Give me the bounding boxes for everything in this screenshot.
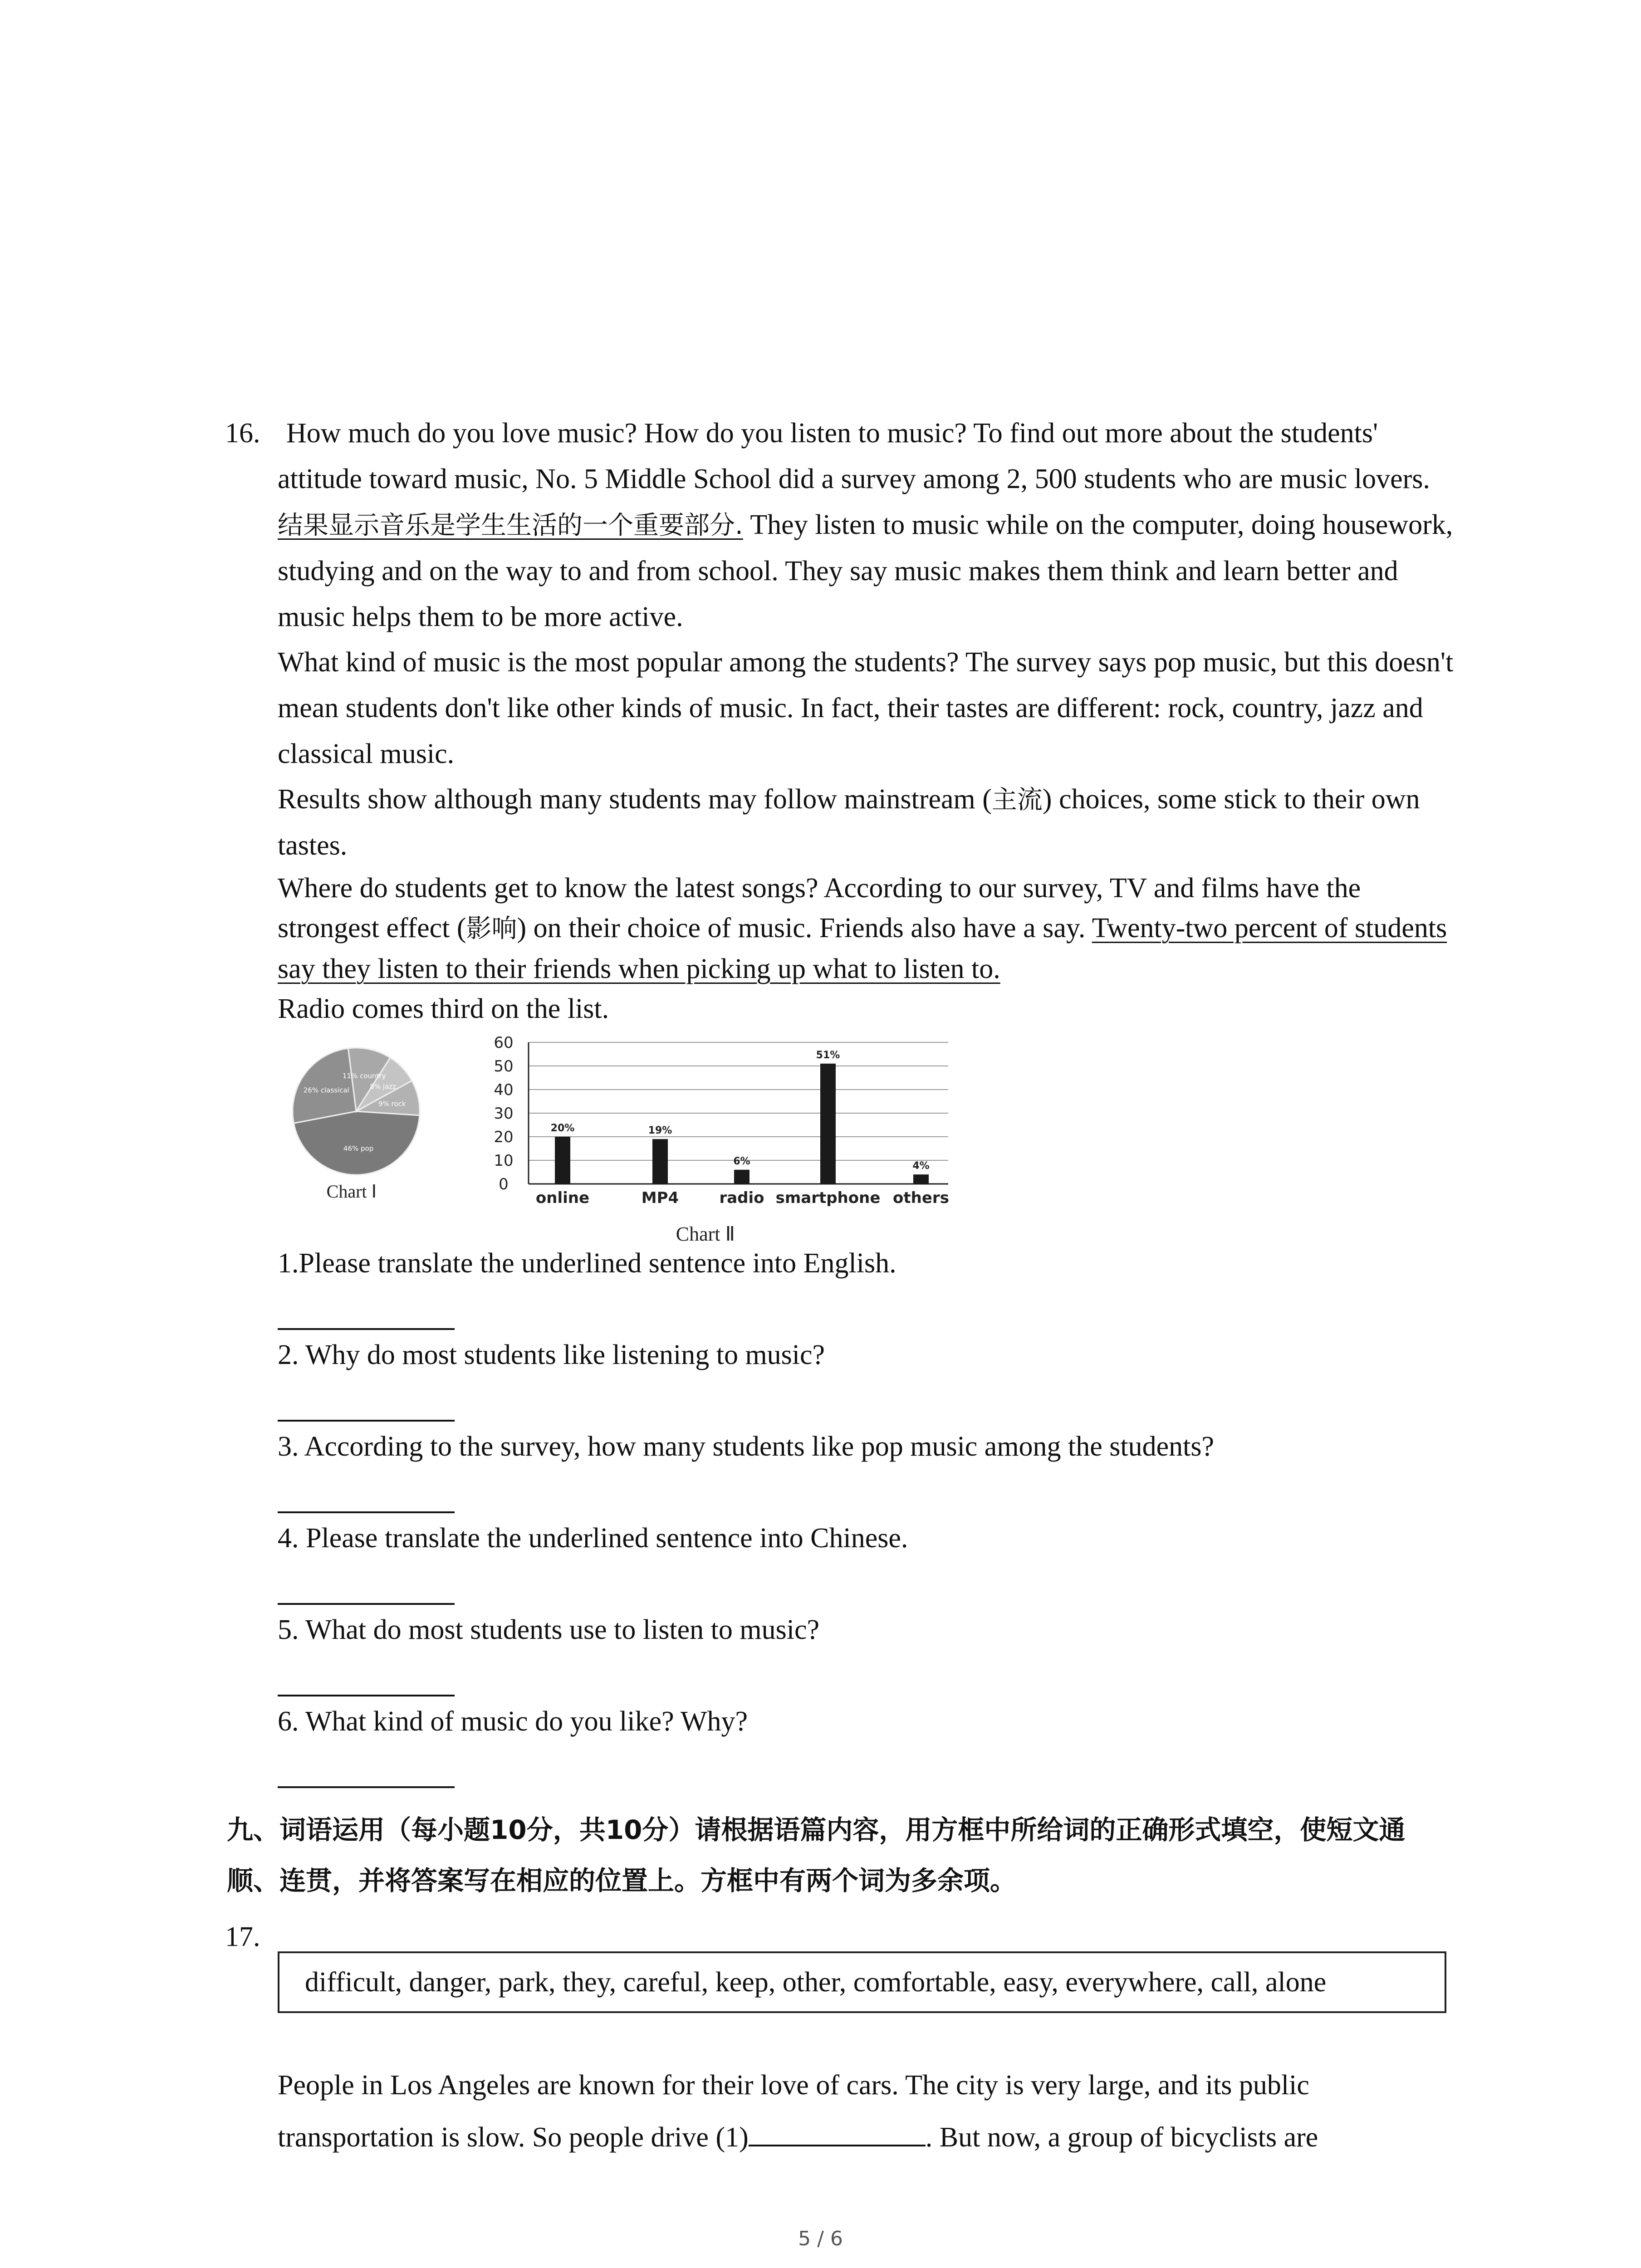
- bar-value-label: 4%: [912, 1160, 930, 1172]
- pie-label-jazz: 8% jazz: [370, 1082, 397, 1091]
- passage-17-text-b: . But now, a group of bicyclists are: [925, 2122, 1318, 2153]
- x-tick-label: online: [535, 1189, 590, 1207]
- underlined-chinese-sentence: 结果显示音乐是学生生活的一个重要部分.: [278, 511, 743, 540]
- page-number: 5 / 6: [798, 2227, 843, 2250]
- paragraph-3-chinese: 主流: [991, 785, 1043, 815]
- x-tick-label: others: [893, 1189, 949, 1207]
- pie-label-classical: 26% classical: [303, 1086, 349, 1095]
- bar-smartphone: [820, 1064, 836, 1184]
- pie-label-rock: 9% rock: [378, 1100, 406, 1108]
- bar-value-label: 20%: [550, 1123, 575, 1134]
- answer-line-5[interactable]: [278, 1695, 455, 1696]
- paragraph-1-text-b: They listen to music while on the computer, doing housework, studying and on the way to and from school. They say music makes them think and learn better and music helps them to be more active.: [278, 509, 1453, 632]
- bar-value-label: 19%: [648, 1125, 672, 1137]
- y-tick-label: 10: [494, 1152, 514, 1170]
- question-number-16: 16.: [225, 418, 260, 449]
- sub-question-4: 4. Please translate the underlined sentence into Chinese.: [278, 1523, 908, 1554]
- passage-17-text-a: People in Los Angeles are known for their love of cars. The city is very large, and its public transportation is slow. So people drive (1): [278, 2070, 1309, 2153]
- pie-label-country: 11% country: [342, 1071, 386, 1080]
- sub-question-2: 2. Why do most students like listening to music?: [278, 1339, 825, 1370]
- paragraph-4-text-a: Where do students get to know the latest songs? According to our survey, TV and films have the strongest effect (: [278, 873, 1361, 943]
- x-tick-label: MP4: [641, 1189, 679, 1207]
- sub-question-6: 6. What kind of music do you like? Why?: [278, 1706, 748, 1737]
- answer-line-1[interactable]: [278, 1328, 455, 1330]
- underlined-english-sentence: Twenty-two percent of students say they listen to their friends when picking up what to listen to.: [278, 913, 1447, 984]
- answer-line-2[interactable]: [278, 1420, 455, 1422]
- word-bank-box: difficult, danger, park, they, careful, keep, other, comfortable, easy, everywhere, call, alone: [278, 1951, 1446, 2013]
- bar-chart-svg: [483, 1034, 964, 1247]
- paragraph-3-text-b: ) choices, some stick to their own tastes.: [278, 784, 1420, 861]
- paragraph-4-chinese: 影响: [466, 914, 517, 943]
- bar-radio: [734, 1170, 749, 1184]
- passage-paragraph-3: [278, 777, 1457, 869]
- sub-question-5: 5. What do most students use to listen to music?: [278, 1614, 819, 1645]
- chart-2-title: Chart Ⅱ: [676, 1223, 735, 1245]
- y-tick-label: 50: [494, 1057, 514, 1075]
- y-tick-label: 30: [494, 1105, 514, 1123]
- chart-2-bar: [483, 1034, 964, 1247]
- pie-label-pop: 46% pop: [343, 1144, 374, 1153]
- y-tick-label: 20: [494, 1128, 514, 1146]
- bar-value-label: 51%: [816, 1049, 840, 1061]
- paragraph-4-text-c: Radio comes third on the list.: [278, 993, 609, 1024]
- bar-online: [555, 1137, 570, 1184]
- bar-value-label: 6%: [733, 1155, 750, 1167]
- sub-question-1: 1.Please translate the underlined sentence into English.: [278, 1248, 896, 1279]
- chart-1-title: Chart Ⅰ: [326, 1181, 377, 1202]
- y-tick-label: 0: [499, 1175, 509, 1193]
- answer-line-6[interactable]: [278, 1786, 455, 1788]
- paragraph-3-text-a: Results show although many students may follow mainstream (: [278, 784, 992, 815]
- pie-slice-pop: [294, 1111, 419, 1175]
- bar-MP4: [652, 1139, 668, 1184]
- answer-blank-1[interactable]: [749, 2117, 926, 2146]
- y-tick-label: 40: [494, 1081, 514, 1099]
- question-17-passage: [278, 2059, 1457, 2164]
- sub-question-3: 3. According to the survey, how many students like pop music among the students?: [278, 1431, 1215, 1462]
- answer-line-4[interactable]: [278, 1603, 455, 1605]
- y-tick-label: 60: [494, 1034, 514, 1052]
- x-tick-label: smartphone: [775, 1189, 881, 1207]
- pie-chart-svg: [279, 1043, 442, 1211]
- passage-paragraph-4: [278, 868, 1457, 1029]
- section-9-title: 九、词语运用（每小题10分，共10分）请根据语篇内容，用方框中所给词的正确形式填空，使短文通顺、连贯，并将答案写在相应的位置上。方框中有两个词为多余项。: [227, 1814, 1406, 1896]
- answer-line-3[interactable]: [278, 1511, 455, 1513]
- question-number-17: 17.: [225, 1921, 260, 1952]
- paragraph-4-text-b: ) on their choice of music. Friends also have a say.: [517, 913, 1092, 943]
- chart-1-pie: [279, 1043, 442, 1211]
- passage-paragraph-2: What kind of music is the most popular among the students? The survey says pop music, but this doesn't mean students don't like other kinds of music. In fact, their tastes are different: rock, country, jazz and classical music.: [278, 647, 1454, 769]
- bar-others: [913, 1174, 929, 1184]
- passage-paragraph-1: [278, 411, 1457, 640]
- paragraph-1-text-a: How much do you love music? How do you listen to music? To find out more about the students' attitude toward music, No. 5 Middle School did a survey among 2, 500 students who are music lovers.: [278, 418, 1430, 494]
- x-tick-label: radio: [719, 1189, 764, 1207]
